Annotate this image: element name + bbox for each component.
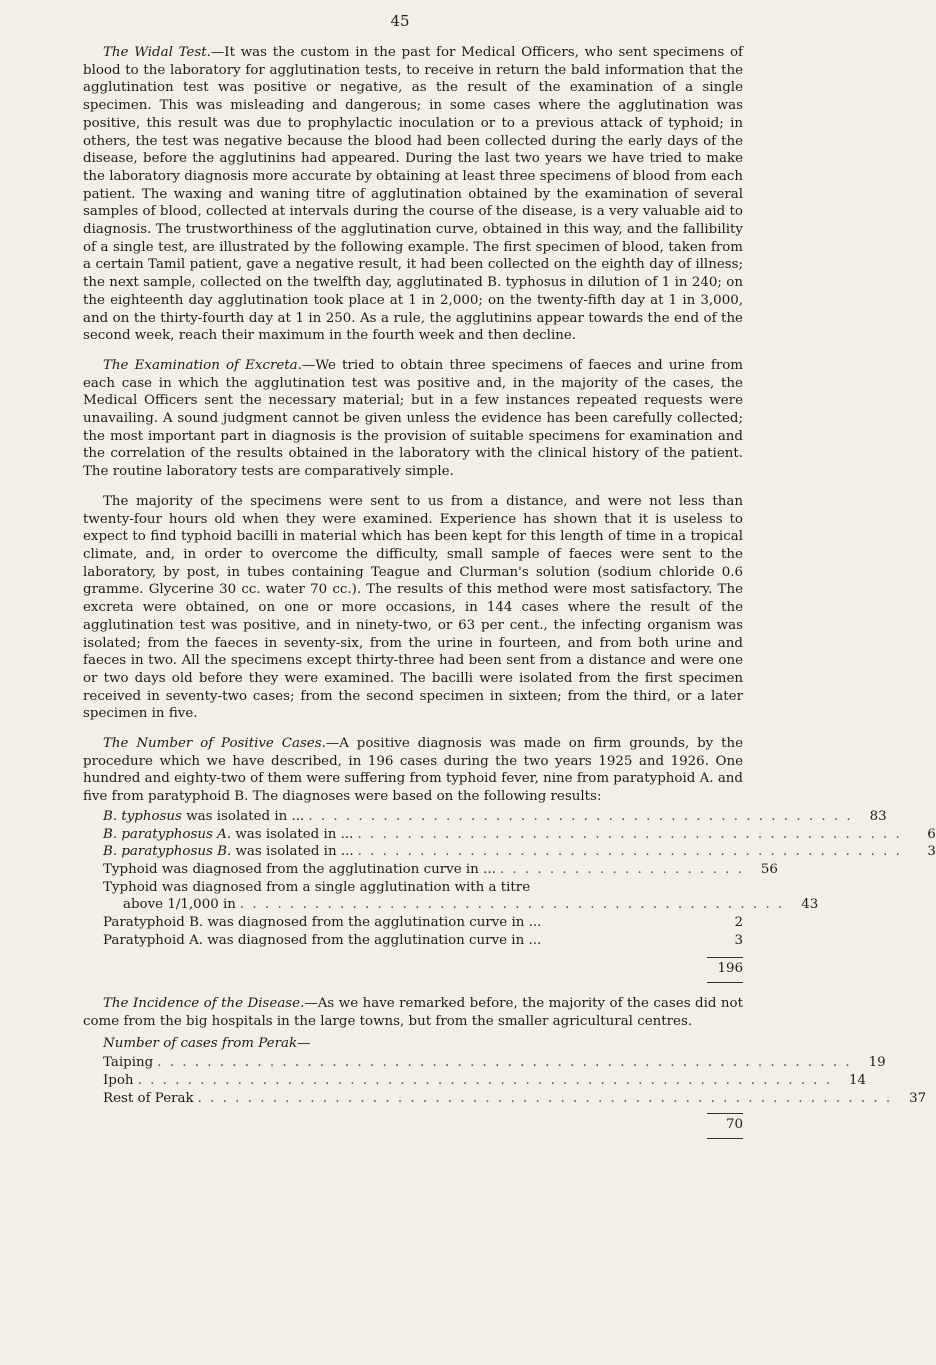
perak-heading: Number of cases from Perak— [103,1035,311,1051]
list-item [103,879,743,897]
row-value: 56 [760,861,778,877]
list-item [103,826,936,844]
total-rule [707,1113,743,1114]
leader-dots: . . . . . . . . . . . . . . . . . . . . . . . . . . . . . . . . . . . . . . . . . . . . . . . . . . . . . . . . [137,1072,833,1088]
excreta-paragraph [83,357,743,481]
page-number: 45 [390,12,410,30]
widal-paragraph [83,44,743,345]
row-value: 3 [734,932,743,948]
list-item [103,808,887,826]
row-label: was isolated in ... [231,844,354,860]
total-rule [707,957,743,958]
row-value: 43 [801,897,819,913]
incidence-heading: The Incidence of the Disease. [103,996,305,1012]
page-content [83,44,936,1151]
leader-dots: . . . . . . . . . . . . . . . . . . . . . . . . . . . . . . . . . . . . . . . . . . . . [357,844,902,860]
excreta-heading: The Examination of Excreta. [103,357,302,373]
incidence-paragraph [83,995,743,1030]
row-value: 19 [868,1055,886,1071]
list-item [103,932,743,950]
positive-cases-paragraph [83,735,743,806]
positive-cases-heading: The Number of Positive Cases. [103,736,326,752]
list-item [103,914,743,932]
leader-dots: . . . . . . . . . . . . . . . . . . . . . . . . . . . . . . . . . . . . . . . . . . . . [239,897,785,913]
row-value: 3 [927,844,936,860]
list-item [103,896,819,914]
row-value: 6 [927,826,936,842]
row-label: above 1/1,000 in [123,897,236,913]
row-value: 37 [909,1090,927,1106]
row-value: 14 [849,1072,867,1088]
row-label: Paratyphoid B. was diagnosed from the agglutination curve in ... [103,915,542,931]
row-label: was isolated in ... [231,826,354,842]
leader-dots: . . . . . . . . . . . . . . . . . . . . . . . . . . . . . . . . . . . . . . . . . . . . [357,826,902,842]
incidence-text: —As we have remarked before, the majority of the cases did not come from the big hospitals in the large towns, but from the smaller agricultural centres. [83,996,743,1029]
list-item [103,843,936,861]
results-total: 196 [717,961,743,977]
results-list [103,808,936,983]
positive-cases-text: —A positive diagnosis was made on firm grounds, by the procedure which we have described, in 196 cases during the two years 1925 and 1926. One hundred and eighty-two of them were suffering from typhoid fever, nine from paratyphoid A. and five from paratyphoid B. The diagnoses were based on the following results: [83,736,743,805]
total-underline [707,1138,743,1139]
row-label: Typhoid was diagnosed from the agglutination curve in ... [103,861,496,877]
row-label: Typhoid was diagnosed from a single agglutination with a titre [103,879,531,895]
row-label: was isolated in ... [181,808,305,824]
row-label: Rest of Perak [103,1090,194,1106]
leader-dots: . . . . . . . . . . . . . . . . . . . . [499,861,744,877]
leader-dots: . . . . . . . . . . . . . . . . . . . . . . . . . . . . . . . . . . . . . . . . . . . . . . . . . . . . . . . . [157,1055,852,1071]
row-value: 83 [869,808,887,824]
excreta-text: —We tried to obtain three specimens of faeces and urine from each case in which the agglutination test was positive and, in the majority of the cases, the Medical Officers sent the necessary material; but in a few instances repeated requests were unavailing. A sound judgment cannot be given unless the evidence has been carefully collected; the most important part in diagnosis is the provision of suitable specimens for examination and the correlation of the results obtained in the laboratory with the clinical history of the patient. The routine laboratory tests are comparatively simple. [83,357,743,480]
perak-table [83,1035,927,1140]
row-label: Taiping [103,1055,154,1071]
row-label: Ipoh [103,1072,134,1088]
majority-paragraph: The majority of the specimens were sent to us from a distance, and were not less than twenty-four hours old when they were examined. Experience has shown that it is useless to expect to find typhoid bacilli in material which has been kept for this length of time in a tropical climate, and, in order to overcome the difficulty, small sample of faeces were sent to the laboratory, by post, in tubes containing Teague and Clurman's solution (sodium chloride 0.6 gramme. Glycerine 30 cc. water 70 cc.). The results of this method were most satisfactory. The excreta were obtained, on one or more occasions, in 144 cases where the result of the agglutination test was positive, and in ninety-two, or 63 per cent., the infecting organism was isolated; from the faeces in seventy-six, from the urine in fourteen, and from both urine and faeces in two. All the specimens except thirty-three had been sent from a distance and were one or two days old before they were examined. The bacilli were isolated from the first specimen received in seventy-two cases; from the second specimen in sixteen; from the third, or a later specimen in five. [83,493,743,722]
table-row [103,1090,927,1108]
leader-dots: . . . . . . . . . . . . . . . . . . . . . . . . . . . . . . . . . . . . . . . . . . . . . . . . . . . . . . . . [197,1090,893,1106]
widal-text: —It was the custom in the past for Medical Officers, who sent specimens of blood to the laboratory for agglutination tests, to receive in return the bald information that the agglutination test was positive or negative, as the result of the examination of a single specimen. This was misleading and dangerous; in some cases where the agglutination was positive, this result was due to prophylactic inoculation or to a previous attack of typhoid; in others, the test was negative because the blood had been collected during the early days of the disease, before the agglutinins had appeared. During the last two years we have tried to make the laboratory diagnosis more accurate by obtaining at least three specimens of blood from each patient. The waxing and waning titre of agglutination obtained by the examination of several samples of blood, collected at intervals during the course of the disease, is a very valuable aid to diagnosis. The trustworthiness of the agglutination curve, obtained in this way, and the fallibility of a single test, are illustrated by the following example. The first specimen of blood, taken from a certain Tamil patient, gave a negative result, it had been collected on the eighth day of illness; the next sample, collected on the twelfth day, agglutinated B. typhosus in dilution of 1 in 240; on the eighteenth day agglutination took place at 1 in 2,000; on the twenty-fifth day at 1 in 3,000, and on the thirty-fourth day at 1 in 250. As a rule, the agglutinins appear towards the end of the second week, reach their maximum in the fourth week and then decline. [83,45,744,344]
table-row [103,1054,886,1072]
row-organism: B. paratyphosus B. [103,844,232,860]
perak-total: 70 [725,1117,743,1133]
widal-heading: The Widal Test. [103,45,211,60]
table-row [103,1072,867,1090]
row-value: 2 [734,915,743,931]
row-organism: B. typhosus [103,808,182,824]
row-label: Paratyphoid A. was diagnosed from the agglutination curve in ... [103,932,542,948]
leader-dots: . . . . . . . . . . . . . . . . . . . . . . . . . . . . . . . . . . . . . . . . . . . . [308,808,853,824]
total-underline [707,982,743,983]
row-organism: B. paratyphosus A. [103,826,232,842]
list-item [103,861,778,879]
